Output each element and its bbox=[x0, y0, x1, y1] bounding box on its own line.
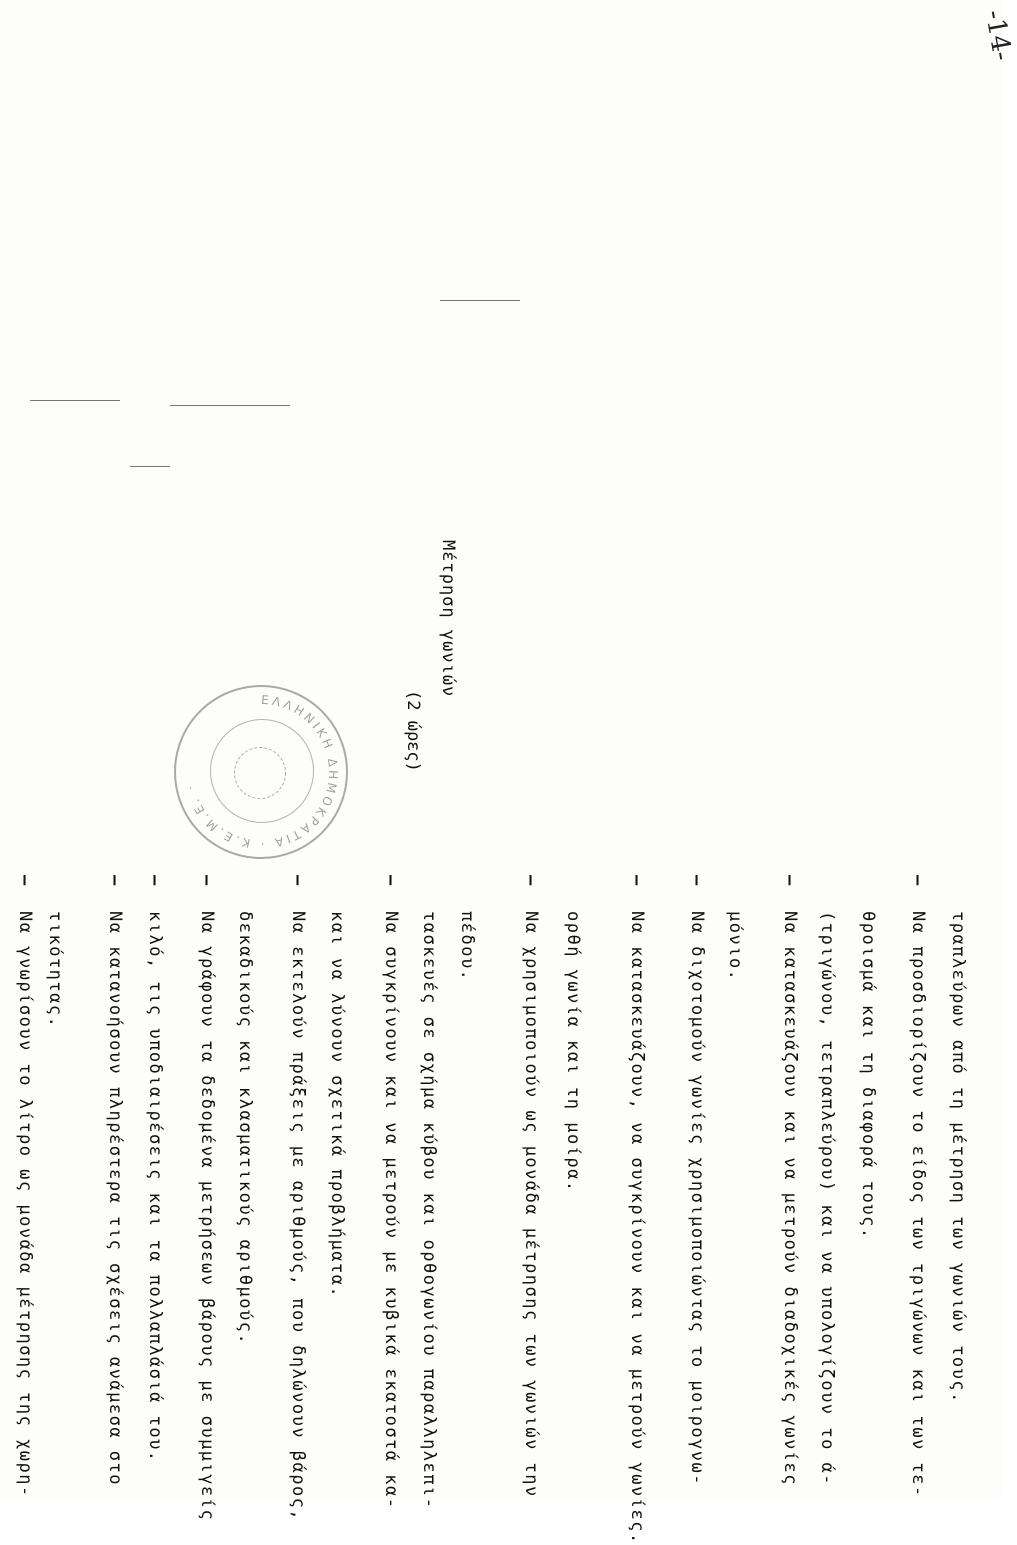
objective-line: –Να κατασκευάζουν και να μετρούν διαδοχικές γωνίες bbox=[780, 875, 800, 1487]
objective-line: μόνιο. bbox=[725, 911, 745, 982]
objective-line: (τριγώνου, τετραπλεύρου) και να υπολογίζουν το ά- bbox=[817, 911, 837, 1487]
objective-line: –Να κατανοήσουν πληρέστερα τις σχέσεις ανάμεσα στο bbox=[105, 875, 125, 1487]
objective-line: ορθή γωνία και τη μοίρα. bbox=[563, 911, 583, 1193]
objective-line: τραπλεύρων από τη μέτρηση των γωνιών τους. bbox=[948, 911, 968, 1404]
objective-line: θροισμά και τη διαφορά τους. bbox=[858, 911, 878, 1240]
objective-line: τικότητας. bbox=[45, 911, 65, 1029]
objective-line: –Να διχοτομούν γωνίες χρησιμοποιώντας το μοιρογνω- bbox=[687, 875, 707, 1487]
section-title: Μέτρηση γωνιών bbox=[438, 540, 458, 698]
bullet-dash: – bbox=[288, 875, 308, 887]
objective-line: τασκευές σε σχήμα κύβου και ορθογωνίου παραλληλεπι- bbox=[419, 911, 439, 1510]
objective-line: –Να χρησιμοποιούν ως μονάδα μέτρησης των γωνιών την bbox=[521, 875, 541, 1498]
objective-line: –Να προσδιορίζουν το είδος των τριγώνων και των τε- bbox=[908, 875, 928, 1498]
seal-lettering-icon bbox=[176, 687, 346, 857]
objective-line: δεκαδικούς και κλασματικούς αριθμούς. bbox=[235, 911, 255, 1346]
official-seal bbox=[174, 685, 348, 859]
bullet-dash: – bbox=[145, 875, 165, 887]
objective-line: –Να γράφουν τα δεδομένα μετρήσεων βάρους με συμμιγείς bbox=[197, 875, 217, 1522]
objective-line: –Να κατασκευάζουν, να συγκρίνουν και να μετρούν γωνίες. bbox=[627, 875, 647, 1545]
duration-label: (2 ώρες) bbox=[403, 690, 423, 772]
bullet-dash: – bbox=[105, 875, 125, 887]
bullet-dash: – bbox=[15, 875, 35, 887]
objective-line: –Να γνωρίσουν το λίτρο ως μονάδα μέτρησης της χωρη- bbox=[15, 875, 35, 1498]
objective-line: –κιλό, τις υποδιαιρέσεις και τα πολλαπλάσιά του. bbox=[145, 875, 165, 1463]
page-number: -14- bbox=[978, 7, 1017, 63]
bullet-dash: – bbox=[908, 875, 928, 887]
bullet-dash: – bbox=[521, 875, 541, 887]
objective-line: και να λύνουν σχετικά προβλήματα. bbox=[327, 911, 347, 1299]
objective-line: πέδου. bbox=[457, 911, 477, 982]
bullet-dash: – bbox=[780, 875, 800, 887]
bullet-dash: – bbox=[381, 875, 401, 887]
bullet-dash: – bbox=[627, 875, 647, 887]
svg-text:ΕΛΛΗΝΙΚΗ ΔΗΜΟΚΡΑΤΙΑ · Κ.Ε.Μ.Ε.: ΕΛΛΗΝΙΚΗ ΔΗΜΟΚΡΑΤΙΑ · Κ.Ε.Μ.Ε. · bbox=[182, 692, 341, 852]
objective-line: –Να συγκρίνουν και να μετρούν με κυβικά εκατοστά κα- bbox=[381, 875, 401, 1510]
objective-line: –Να εκτελούν πράξεις με αριθμούς, που δηλώνουν βάρος, bbox=[288, 875, 308, 1522]
bullet-dash: – bbox=[687, 875, 707, 887]
bullet-dash: – bbox=[197, 875, 217, 887]
